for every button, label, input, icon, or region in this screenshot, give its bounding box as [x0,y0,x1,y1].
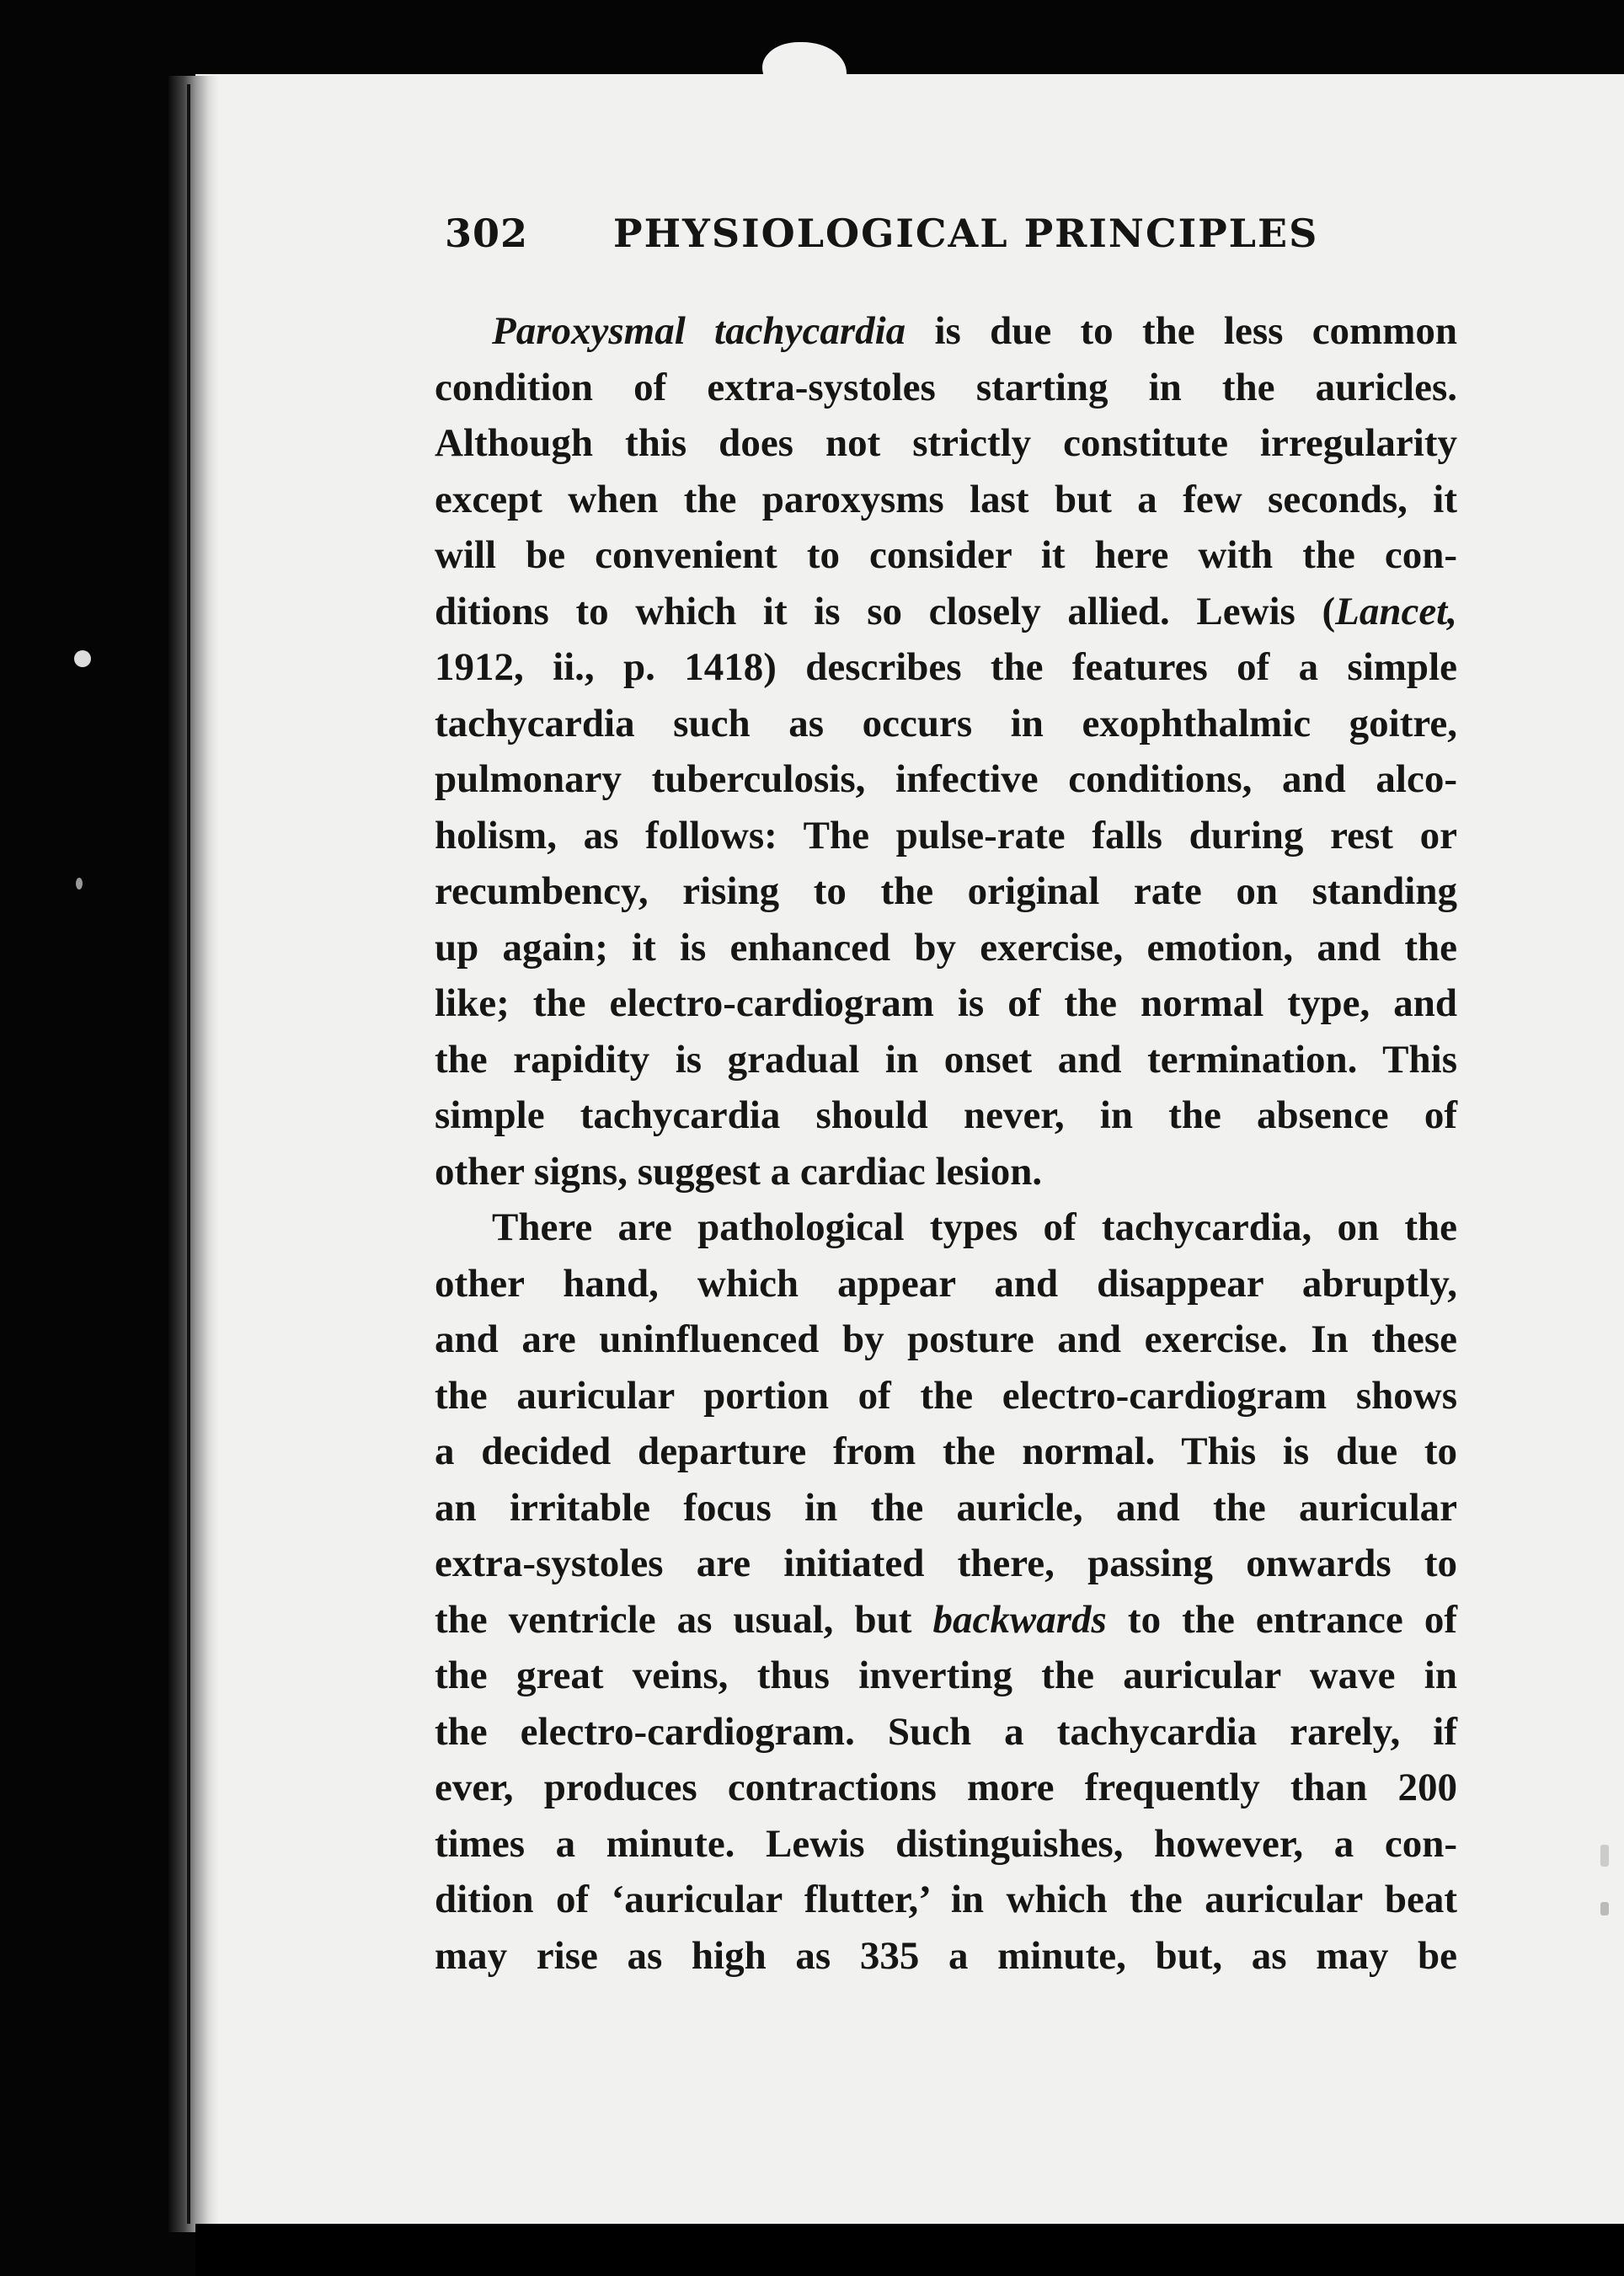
text-line [435,1592,1457,1648]
text-line: may rise as high as 335 a minute, but, as may be [435,1933,1457,1978]
text-line: There are pathological types of tachycardia, on the [492,1205,1457,1249]
page-title: PHYSIOLOGICAL PRINCIPLES [613,211,1319,256]
scan-speck [1600,1902,1609,1915]
text-line: other signs, suggest a cardiac lesion. [435,1149,1043,1194]
text-line: other hand, which appear and disappear abruptly, [435,1261,1457,1306]
scan-speck [1600,1845,1609,1867]
text-line: extra-systoles are initiated there, passing onwards to [435,1541,1457,1585]
text-line: pulmonary tuberculosis, infective conditions, and alco- [435,757,1457,801]
running-head [445,211,1371,270]
text-line [435,303,1457,360]
text-line: 1912, ii., p. 1418) describes the features of a simple [435,645,1457,689]
text-line: the electro-cardiogram. Such a tachycardia rarely, if [435,1709,1457,1754]
text-run: the ventricle as usual, but [435,1597,933,1642]
italic-citation: Lancet, [1335,589,1457,633]
text-run: to the entrance of [1106,1597,1457,1642]
text-line: and are uninfluenced by posture and exercise. In these [435,1317,1457,1361]
text-run: ditions to which it is so closely allied. Lewis ( [435,589,1336,633]
text-line: except when the paroxysms last but a few seconds, it [435,477,1457,521]
text-line: ever, produces contractions more frequently than 200 [435,1766,1457,1809]
page-bottom-edge [195,2224,1624,2276]
paragraph-2 [435,1199,1457,1984]
text-line: the rapidity is gradual in onset and termination. This [435,1037,1457,1082]
text-line: recumbency, rising to the original rate on standing [435,869,1457,913]
text-line: times a minute. Lewis distinguishes, however, a con- [435,1821,1457,1866]
scan-speck [74,650,91,667]
scan-speck [76,878,83,890]
text-line: holism, as follows: The pulse-rate falls during rest or [435,813,1457,858]
text-line [435,584,1457,640]
text-line: Although this does not strictly constitute irregularity [435,421,1457,465]
text-line: simple tachycardia should never, in the absence of [435,1093,1457,1137]
text-line: up again; it is enhanced by exercise, emotion, and the [435,925,1457,970]
text-line: the great veins, thus inverting the auricular wave in [435,1654,1457,1697]
text-run: is due to the less common [905,309,1457,353]
page-binding-shadow [168,76,219,2232]
text-line: the auricular portion of the electro-cardiogram shows [435,1373,1457,1418]
text-line: dition of ‘auricular flutter,’ in which the auricular beat [435,1878,1457,1921]
text-line: like; the electro-cardiogram is of the normal type, and [435,981,1457,1025]
italic-term: backwards [932,1597,1107,1642]
text-line: will be convenient to consider it here with the con- [435,533,1457,577]
text-line: a decided departure from the normal. This is due to [435,1429,1457,1473]
paragraph-1 [435,303,1457,1199]
text-line: condition of extra-systoles starting in the auricles. [435,365,1457,409]
body-text [435,303,1457,1984]
italic-term: Paroxysmal tachycardia [492,309,906,353]
text-line: tachycardia such as occurs in exophthalmic goitre, [435,701,1457,745]
text-line: an irritable focus in the auricle, and the auricular [435,1485,1457,1530]
page-number: 302 [445,211,529,256]
binding-line [187,84,190,2224]
